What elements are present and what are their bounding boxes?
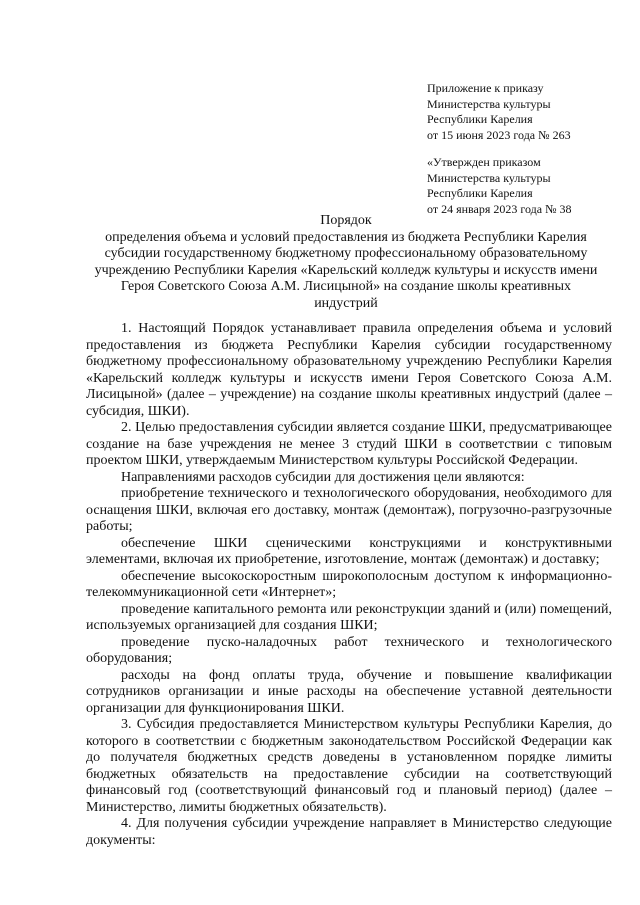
paragraph: обеспечение высокоскоростным широкополосным доступом к информационно-телекоммуникационной сети «Интернет»;: [86, 568, 612, 600]
appendix-line: «Утвержден приказом: [427, 155, 541, 169]
paragraph: 2. Целью предоставления субсидии является создание ШКИ, предусматривающее создание на базе учреждения не менее 3 студий ШКИ в соответствии с типовым проектом ШКИ, утверждаемым Министерством культуры Российской Федерации.: [86, 420, 612, 468]
paragraph: 1. Настоящий Порядок устанавливает правила определения объема и условий предоставления из бюджета Республики Карелия субсидии государственному бюджетному профессиональному образовательному учреждению Республики Карелия «Карельский колледж культуры и искусств имени Героя Советского Союза А.М. Лисицыной» (далее – учреждение) на создание школы креативных индустрий (далее – субсидия, ШКИ).: [86, 321, 612, 419]
appendix-order-block: [427, 81, 572, 143]
appendix-line: от 15 июня 2023 года № 263: [427, 127, 571, 142]
paragraph: проведение капитального ремонта или реконструкции зданий и (или) помещений, используемых организацией для создания ШКИ;: [86, 601, 612, 633]
title-line: субсидии государственному бюджетному профессиональному образовательному: [104, 246, 588, 262]
title-line: учреждению Республики Карелия «Карельский колледж культуры и искусств имени: [94, 262, 598, 278]
appendix-line: Министерства культуры: [427, 96, 551, 111]
title-line: индустрий: [314, 295, 378, 311]
title-line: Порядок: [320, 213, 372, 228]
appendix-line: Республики Карелия: [427, 112, 533, 126]
paragraph: 4. Для получения субсидии учреждение направляет в Министерство следующие документы:: [86, 816, 612, 848]
title-line: определения объема и условий предоставления из бюджета Республики Карелия: [105, 229, 587, 245]
document-title: [86, 213, 606, 313]
paragraph: 3. Субсидия предоставляется Министерством культуры Республики Карелия, до которого в соответствии с бюджетным законодательством Российской Федерации как до получателя бюджетных средств доведены в установленном порядке лимиты бюджетных обязательств на предоставление субсидии на соответствующий финансовый год (соответствующий финансовый год и плановый период) (далее – Министерство, лимиты бюджетных обязательств).: [86, 717, 612, 815]
approved-order-block: [427, 155, 572, 217]
paragraph: Направлениями расходов субсидии для достижения цели являются:: [121, 469, 525, 485]
paragraph: обеспечение ШКИ сценическими конструкциями и конструктивными элементами, включая их приобретение, изготовление, монтаж (демонтаж) и доставку;: [86, 535, 612, 567]
paragraph: расходы на фонд оплаты труда, обучение и повышение квалификации сотрудников организации и иные расходы на обеспечение уставной деятельности организации для функционирования ШКИ.: [86, 667, 612, 716]
paragraph: приобретение технического и технологического оборудования, необходимого для оснащения ШКИ, включая его доставку, монтаж (демонтаж), погрузочно-разгрузочные работы;: [86, 486, 612, 534]
appendix-line: Республики Карелия: [427, 186, 533, 200]
document-body: [86, 321, 612, 849]
paragraph: проведение пуско-наладочных работ технического и технологического оборудования;: [86, 634, 612, 666]
appendix-line: Приложение к приказу: [427, 81, 544, 95]
appendix-line: от 24 января 2023 года № 38: [427, 201, 572, 216]
title-line: Героя Советского Союза А.М. Лисицыной» на создание школы креативных: [120, 279, 572, 295]
appendix-line: Министерства культуры: [427, 170, 551, 185]
appendix-header: [427, 81, 572, 229]
